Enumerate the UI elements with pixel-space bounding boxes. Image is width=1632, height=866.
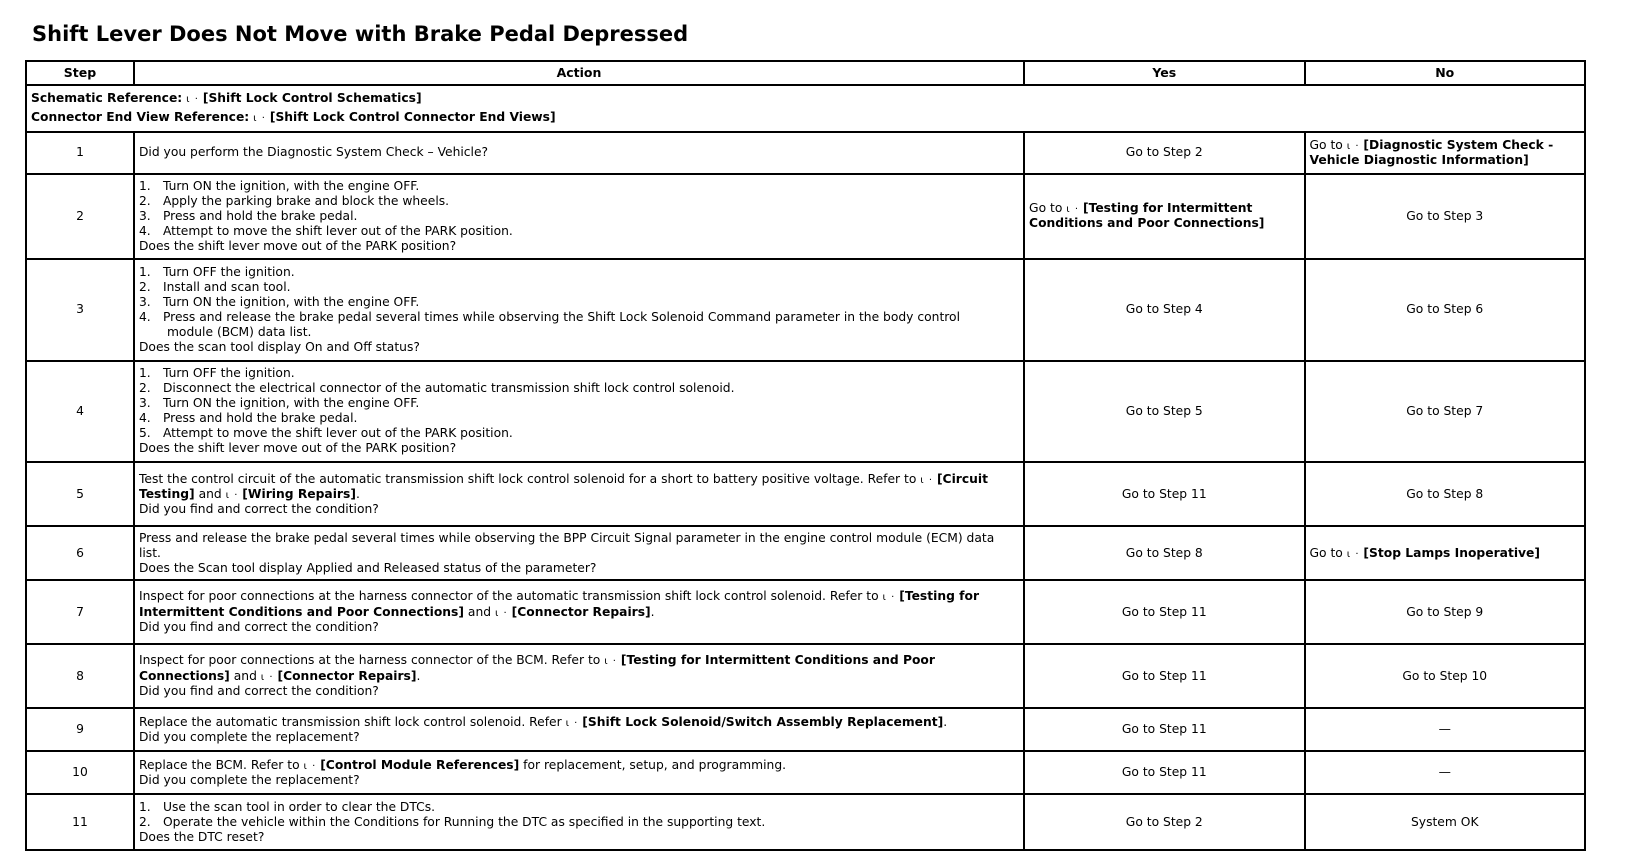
reference-cell	[26, 85, 1585, 132]
step-number: 1	[26, 132, 134, 174]
step-number: 10	[26, 751, 134, 794]
table-row	[26, 526, 1585, 580]
link-icon: ι ·	[1346, 548, 1360, 560]
table-row	[26, 644, 1585, 708]
substep: 1. Turn OFF the ignition.	[138, 366, 295, 381]
connector-reference	[31, 108, 1580, 127]
action-cell	[134, 259, 1024, 361]
schematic-reference	[31, 89, 1580, 108]
action-link[interactable]: [Shift Lock Solenoid/Switch Assembly Replacement]	[582, 714, 944, 729]
yes-cell: Go to Step 11	[1024, 462, 1304, 526]
header-yes: Yes	[1024, 61, 1304, 85]
substep: 1. Turn OFF the ignition.	[138, 264, 295, 279]
action-cell	[134, 526, 1024, 580]
yes-cell: Go to Step 11	[1024, 580, 1304, 644]
action-cell	[134, 644, 1024, 708]
yes-cell	[1024, 174, 1304, 259]
action-question: Does the scan tool display On and Off status?	[138, 339, 420, 354]
action-link[interactable]: [Control Module References]	[320, 757, 520, 772]
table-row	[26, 462, 1585, 526]
link-icon: ι ·	[253, 113, 266, 125]
substep: 2. Apply the parking brake and block the wheels.	[138, 193, 450, 208]
action-cell	[134, 708, 1024, 751]
no-cell: System OK	[1305, 794, 1585, 850]
yes-cell: Go to Step 11	[1024, 644, 1304, 708]
action-text: Inspect for poor connections at the harness connector of the automatic transmission shift lock control solenoid. Refer to ι · [Testing for Intermittent Conditions and Poor Connections] and ι · [Connector Repairs].	[138, 589, 980, 619]
yes-cell: Go to Step 2	[1024, 132, 1304, 174]
link-icon: ι ·	[1346, 140, 1360, 152]
action-cell	[134, 462, 1024, 526]
action-question: Did you find and correct the condition?	[138, 502, 379, 517]
action-link[interactable]: [Testing for Intermittent Conditions and Poor Connections]	[138, 653, 935, 683]
yes-cell: Go to Step 11	[1024, 708, 1304, 751]
table-row	[26, 751, 1585, 794]
link-icon: ι ·	[882, 592, 896, 604]
action-question: Did you perform the Diagnostic System Check – Vehicle?	[138, 145, 489, 160]
link-icon: ι ·	[186, 94, 199, 106]
diagnostic-table	[25, 60, 1586, 851]
step-number: 8	[26, 644, 134, 708]
no-cell: —	[1305, 751, 1585, 794]
no-cell: Go to Step 10	[1305, 644, 1585, 708]
step-number: 3	[26, 259, 134, 361]
step-number: 7	[26, 580, 134, 644]
no-link[interactable]: [Stop Lamps Inoperative]	[1363, 545, 1541, 560]
action-cell	[134, 132, 1024, 174]
action-link[interactable]: [Testing for Intermittent Conditions and Poor Connections]	[138, 589, 980, 619]
header-action: Action	[134, 61, 1024, 85]
link-icon: ι ·	[565, 717, 579, 729]
link-icon: ι ·	[604, 656, 617, 668]
connector-reference-label: Connector End View Reference:	[31, 110, 250, 125]
page-title: Shift Lever Does Not Move with Brake Pedal Depressed	[32, 22, 689, 46]
action-text: Inspect for poor connections at the harness connector of the BCM. Refer to ι · [Testing for Intermittent Conditions and Poor Connections] and ι · [Connector Repairs].	[138, 653, 935, 683]
no-cell	[1305, 526, 1585, 580]
action-link[interactable]: [Connector Repairs]	[511, 604, 651, 619]
table-row	[26, 259, 1585, 361]
yes-cell: Go to Step 4	[1024, 259, 1304, 361]
link-icon: ι ·	[303, 760, 317, 772]
table-row	[26, 132, 1585, 174]
step-number: 2	[26, 174, 134, 259]
table-row	[26, 794, 1585, 850]
step-number: 4	[26, 361, 134, 463]
no-prefix: Go to	[1309, 545, 1343, 560]
table-row	[26, 580, 1585, 644]
link-icon: ι ·	[494, 607, 508, 619]
action-question: Did you find and correct the condition?	[138, 683, 379, 698]
link-icon: ι ·	[920, 474, 934, 486]
action-cell	[134, 794, 1024, 850]
substep: 2. Operate the vehicle within the Conditions for Running the DTC as specified in the supporting text.	[138, 814, 766, 829]
header-step: Step	[26, 61, 134, 85]
action-question: Did you find and correct the condition?	[138, 619, 379, 634]
schematic-reference-link[interactable]: [Shift Lock Control Schematics]	[202, 91, 422, 106]
action-cell	[134, 361, 1024, 463]
substep: 4. Attempt to move the shift lever out of the PARK position.	[138, 223, 513, 238]
substep: 4. Press and hold the brake pedal.	[138, 411, 358, 426]
step-number: 6	[26, 526, 134, 580]
substep: 3. Turn ON the ignition, with the engine OFF.	[138, 294, 420, 309]
link-icon: ι ·	[1066, 204, 1080, 216]
step-number: 5	[26, 462, 134, 526]
action-text: Test the control circuit of the automatic transmission shift lock control solenoid for a short to battery positive voltage. Refer to ι · [Circuit Testing] and ι · [Wiring Repairs].	[138, 471, 988, 501]
action-question: Does the shift lever move out of the PARK position?	[138, 238, 457, 253]
action-question: Does the DTC reset?	[138, 829, 265, 844]
action-question: Did you complete the replacement?	[138, 729, 360, 744]
table-header-row	[26, 61, 1585, 85]
action-text: Press and release the brake pedal several times while observing the BPP Circuit Signal parameter in the engine control module (ECM) data list.	[138, 530, 995, 560]
action-question: Does the shift lever move out of the PARK position?	[138, 441, 457, 456]
link-icon: ι ·	[225, 489, 239, 501]
no-cell	[1305, 132, 1585, 174]
step-number: 9	[26, 708, 134, 751]
substep: 5. Attempt to move the shift lever out of the PARK position.	[138, 426, 513, 441]
yes-prefix: Go to	[1029, 201, 1063, 216]
action-link[interactable]: [Circuit Testing]	[138, 471, 988, 501]
no-cell: Go to Step 7	[1305, 361, 1585, 463]
connector-reference-link[interactable]: [Shift Lock Control Connector End Views]	[269, 110, 556, 125]
yes-cell: Go to Step 8	[1024, 526, 1304, 580]
no-cell: Go to Step 3	[1305, 174, 1585, 259]
action-text: Replace the BCM. Refer to ι · [Control Module References] for replacement, setup, and programming.	[138, 757, 787, 772]
no-prefix: Go to	[1309, 137, 1343, 152]
substep: 4. Press and release the brake pedal several times while observing the Shift Lock Solenoid Command parameter in the body control	[138, 309, 960, 324]
yes-cell: Go to Step 11	[1024, 751, 1304, 794]
action-question: Does the Scan tool display Applied and Released status of the parameter?	[138, 560, 597, 575]
action-link[interactable]: [Connector Repairs]	[277, 668, 417, 683]
table-row	[26, 361, 1585, 463]
action-link[interactable]: [Wiring Repairs]	[242, 486, 356, 501]
header-no: No	[1305, 61, 1585, 85]
substep: 1. Turn ON the ignition, with the engine OFF.	[138, 178, 420, 193]
action-cell	[134, 174, 1024, 259]
substep: 1. Use the scan tool in order to clear the DTCs.	[138, 799, 436, 814]
step-number: 11	[26, 794, 134, 850]
no-cell: Go to Step 9	[1305, 580, 1585, 644]
substep: 2. Disconnect the electrical connector of the automatic transmission shift lock control solenoid.	[138, 381, 735, 396]
yes-cell: Go to Step 5	[1024, 361, 1304, 463]
substep: 3. Turn ON the ignition, with the engine OFF.	[138, 396, 420, 411]
substep: 3. Press and hold the brake pedal.	[138, 208, 358, 223]
action-question: Did you complete the replacement?	[138, 772, 360, 787]
table-row	[26, 174, 1585, 259]
schematic-reference-label: Schematic Reference:	[31, 91, 183, 106]
table-row	[26, 708, 1585, 751]
yes-link[interactable]: [Testing for Intermittent Conditions and Poor Connections]	[1029, 201, 1265, 231]
substep-continuation: module (BCM) data list.	[166, 324, 312, 339]
no-cell: Go to Step 6	[1305, 259, 1585, 361]
no-cell: Go to Step 8	[1305, 462, 1585, 526]
substep: 2. Install and scan tool.	[138, 279, 291, 294]
link-icon: ι ·	[260, 671, 274, 683]
no-link[interactable]: [Diagnostic System Check - Vehicle Diagnostic Information]	[1309, 137, 1554, 167]
reference-row	[26, 85, 1585, 132]
action-cell	[134, 580, 1024, 644]
action-text: Replace the automatic transmission shift lock control solenoid. Refer ι · [Shift Lock Solenoid/Switch Assembly Replacement].	[138, 714, 948, 729]
yes-cell: Go to Step 2	[1024, 794, 1304, 850]
action-cell	[134, 751, 1024, 794]
no-cell: —	[1305, 708, 1585, 751]
